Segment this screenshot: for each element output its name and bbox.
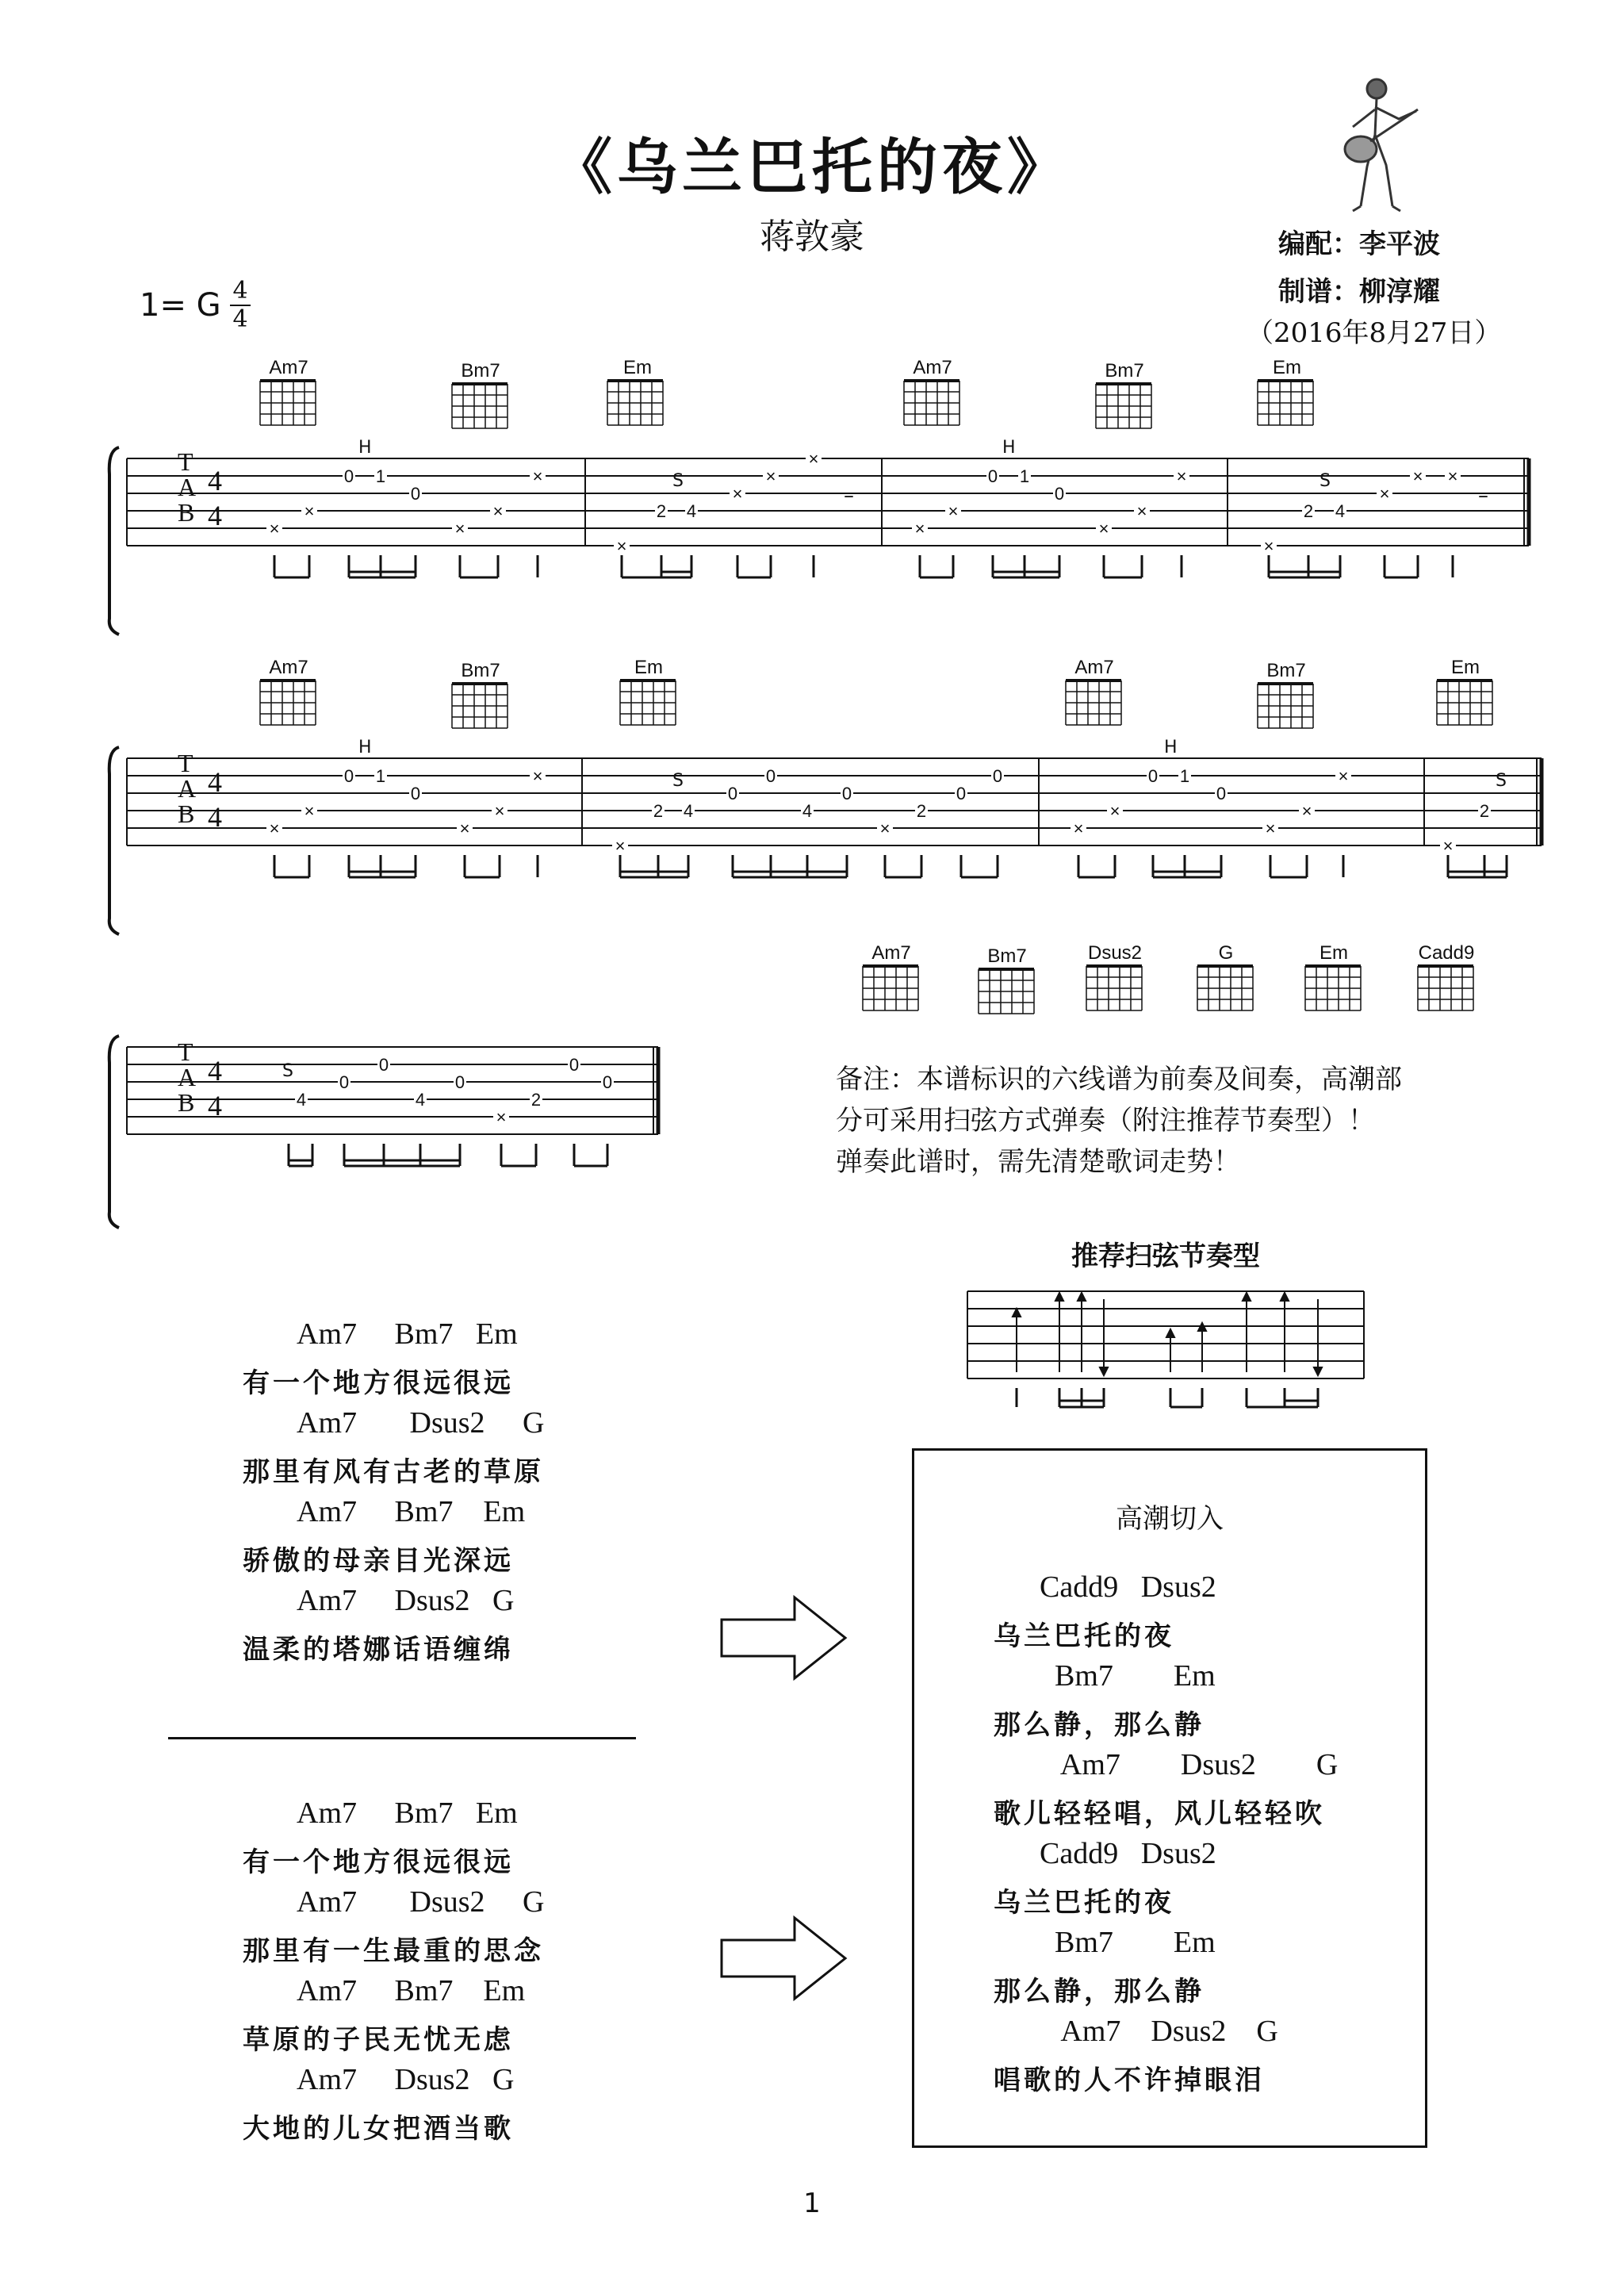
svg-text:×: × — [765, 466, 776, 486]
chord-line: Bm7 Em — [1009, 1659, 1216, 1693]
lyric-line: 那里有风有古老的草原 — [243, 1456, 544, 1488]
tab-meter: 4 4 — [208, 465, 222, 531]
lyric-line: 大地的儿女把酒当歌 — [243, 2113, 514, 2145]
verse-divider — [168, 1737, 636, 1739]
song-title: 《乌兰巴托的夜》 — [552, 132, 1072, 202]
svg-text:0: 0 — [1216, 784, 1227, 803]
svg-text:0: 0 — [1147, 766, 1159, 786]
hammer-mark: H — [358, 738, 372, 757]
chord-name: Em — [1273, 357, 1301, 378]
rest-mark: – — [844, 484, 854, 508]
svg-text:2: 2 — [1479, 801, 1490, 821]
lyric-line: 那么静，那么静 — [994, 1976, 1205, 2007]
svg-text:×: × — [304, 501, 315, 521]
arrow-right-icon — [718, 1594, 850, 1681]
svg-text:1: 1 — [1179, 766, 1190, 786]
chord-line: Am7 Dsus2 G — [297, 1406, 545, 1440]
chord-name: Cadd9 — [1418, 942, 1475, 964]
chord-name: Am7 — [269, 357, 308, 378]
chord-line: Am7 Dsus2 G — [297, 2063, 515, 2096]
transcriber-credit: 制谱：柳淳耀 — [1278, 276, 1440, 308]
svg-text:×: × — [454, 519, 465, 539]
lyric-line: 温柔的塔娜话语缠绵 — [243, 1634, 514, 1666]
date-credit: （2016年8月27日） — [1247, 317, 1502, 349]
tab-meter: 4 4 — [208, 766, 222, 833]
tab-meter: 4 4 — [208, 1055, 222, 1122]
chord-name: Bm7 — [987, 945, 1027, 967]
svg-text:0: 0 — [343, 766, 354, 786]
chord-name: Am7 — [269, 657, 308, 678]
chord-name: Am7 — [1074, 657, 1114, 678]
svg-text:×: × — [1263, 536, 1274, 556]
svg-text:4: 4 — [802, 801, 813, 821]
svg-text:×: × — [1442, 836, 1454, 856]
arrow-right-icon — [718, 1915, 850, 2002]
svg-text:0: 0 — [339, 1072, 350, 1092]
slide-mark: S — [672, 771, 684, 791]
svg-text:0: 0 — [956, 784, 967, 803]
svg-text:0: 0 — [602, 1072, 613, 1092]
svg-text:2: 2 — [530, 1090, 542, 1110]
svg-text:×: × — [304, 801, 315, 821]
chord-line: Cadd9 Dsus2 — [1040, 1570, 1216, 1604]
lyric-line: 唱歌的人不许掉眼泪 — [994, 2065, 1265, 2096]
lyric-line: 草原的子民无忧无虑 — [243, 2024, 514, 2056]
chord-line: Am7 Bm7 Em — [297, 1317, 518, 1351]
svg-text:1: 1 — [1019, 466, 1030, 486]
slide-mark: S — [672, 471, 684, 491]
svg-text:4: 4 — [1335, 501, 1346, 521]
time-denominator: 4 — [232, 305, 248, 333]
svg-text:×: × — [1338, 766, 1349, 786]
verse-1 — [243, 1317, 544, 1672]
rest-mark: – — [1478, 484, 1488, 508]
chord-name: Bm7 — [1105, 360, 1144, 382]
svg-text:×: × — [879, 819, 891, 838]
climax-section — [912, 1448, 1427, 2148]
tab-letters: T A B — [178, 749, 197, 828]
arranger-credit: 编配：李平波 — [1278, 228, 1440, 260]
chord-name: Em — [634, 657, 663, 678]
svg-text:×: × — [1176, 466, 1187, 486]
svg-text:×: × — [269, 519, 280, 539]
svg-text:2: 2 — [656, 501, 667, 521]
svg-text:×: × — [808, 449, 819, 469]
chord-line: Bm7 Em — [1009, 1926, 1216, 1959]
hammer-mark: H — [1164, 738, 1178, 757]
svg-text:1: 1 — [375, 466, 386, 486]
svg-text:×: × — [1265, 819, 1276, 838]
slide-mark: S — [1320, 471, 1331, 491]
svg-text:4: 4 — [296, 1090, 307, 1110]
lyric-line: 有一个地方很远很远 — [243, 1367, 514, 1399]
lyric-line: 歌儿轻轻唱，风儿轻轻吹 — [994, 1798, 1325, 1830]
svg-text:×: × — [1136, 501, 1147, 521]
svg-text:0: 0 — [378, 1055, 389, 1075]
svg-text:×: × — [615, 836, 626, 856]
svg-text:×: × — [532, 766, 543, 786]
lyric-line: 骄傲的母亲目光深远 — [243, 1545, 514, 1577]
svg-text:×: × — [1412, 466, 1423, 486]
svg-text:0: 0 — [992, 766, 1003, 786]
artist-name: 蒋敦豪 — [760, 217, 864, 257]
tab-letters: T A B — [178, 447, 197, 527]
chord-line: Cadd9 Dsus2 — [1040, 1837, 1216, 1870]
svg-text:4: 4 — [683, 801, 694, 821]
svg-text:×: × — [532, 466, 543, 486]
svg-text:0: 0 — [841, 784, 852, 803]
climax-title: 高潮切入 — [1116, 1503, 1224, 1535]
slide-mark: S — [1496, 771, 1507, 791]
hammer-mark: H — [358, 438, 372, 458]
svg-text:×: × — [732, 484, 743, 504]
chord-line: Am7 Bm7 Em — [297, 1495, 526, 1528]
tab-letters: T A B — [178, 1037, 197, 1117]
svg-text:×: × — [1109, 801, 1120, 821]
chord-name: Dsus2 — [1087, 942, 1143, 964]
hammer-mark: H — [1002, 438, 1016, 458]
svg-text:×: × — [494, 801, 505, 821]
svg-text:×: × — [948, 501, 959, 521]
lyric-line: 那里有一生最重的思念 — [243, 1935, 544, 1967]
chord-line: Am7 Bm7 Em — [297, 1974, 526, 2007]
svg-text:×: × — [1073, 819, 1084, 838]
chord-line: Am7 Dsus2 G — [1002, 1748, 1339, 1781]
svg-text:0: 0 — [765, 766, 776, 786]
chord-name: G — [1218, 942, 1234, 964]
svg-text:0: 0 — [410, 484, 421, 504]
svg-text:×: × — [459, 819, 470, 838]
svg-text:0: 0 — [1054, 484, 1065, 504]
slide-mark: S — [282, 1061, 293, 1081]
key-signature: 1= G — [140, 287, 221, 324]
chord-name: Em — [1320, 942, 1348, 964]
svg-text:0: 0 — [454, 1072, 465, 1092]
svg-text:0: 0 — [987, 466, 998, 486]
svg-text:0: 0 — [410, 784, 421, 803]
lyric-line: 乌兰巴托的夜 — [994, 1620, 1174, 1652]
lyric-line: 乌兰巴托的夜 — [994, 1887, 1174, 1919]
chord-name: Bm7 — [1266, 660, 1306, 681]
svg-text:×: × — [616, 536, 627, 556]
time-numerator: 4 — [232, 277, 248, 305]
svg-text:×: × — [1098, 519, 1109, 539]
chord-line: Am7 Dsus2 G — [297, 1584, 515, 1617]
chord-name: Am7 — [913, 357, 952, 378]
chord-line: Am7 Dsus2 G — [1009, 2015, 1278, 2048]
svg-text:×: × — [269, 819, 280, 838]
svg-text:4: 4 — [415, 1090, 426, 1110]
svg-text:2: 2 — [653, 801, 664, 821]
svg-text:×: × — [1447, 466, 1458, 486]
page-number: 1 — [803, 2188, 821, 2219]
performance-note: 备注：本谱标识的六线谱为前奏及间奏，高潮部 分可采用扫弦方式弹奏（附注推荐节奏型）！ 弹奏此谱时，需先清楚歌词走势！ — [836, 1065, 1402, 1177]
chord-line: Am7 Dsus2 G — [297, 1885, 545, 1919]
chord-name: Am7 — [871, 942, 911, 964]
svg-text:2: 2 — [916, 801, 927, 821]
chord-line: Am7 Bm7 Em — [297, 1796, 518, 1830]
svg-text:×: × — [496, 1107, 507, 1127]
svg-text:0: 0 — [569, 1055, 580, 1075]
chord-name: Bm7 — [461, 660, 500, 681]
lyric-line: 那么静，那么静 — [994, 1709, 1205, 1741]
climax-lyrics — [994, 1570, 1338, 2103]
verse-2 — [243, 1796, 544, 2151]
svg-text:2: 2 — [1303, 501, 1314, 521]
lyric-line: 有一个地方很远很远 — [243, 1846, 514, 1878]
chord-name: Bm7 — [461, 360, 500, 382]
chord-name: Em — [1451, 657, 1480, 678]
svg-text:×: × — [492, 501, 504, 521]
svg-text:1: 1 — [375, 766, 386, 786]
chord-name: Em — [623, 357, 652, 378]
svg-text:0: 0 — [727, 784, 738, 803]
strum-pattern-diagram — [964, 1285, 1369, 1412]
svg-text:4: 4 — [686, 501, 697, 521]
svg-text:×: × — [1301, 801, 1312, 821]
svg-text:×: × — [914, 519, 925, 539]
svg-text:×: × — [1379, 484, 1390, 504]
strum-title: 推荐扫弦节奏型 — [1071, 1240, 1260, 1272]
svg-text:0: 0 — [343, 466, 354, 486]
